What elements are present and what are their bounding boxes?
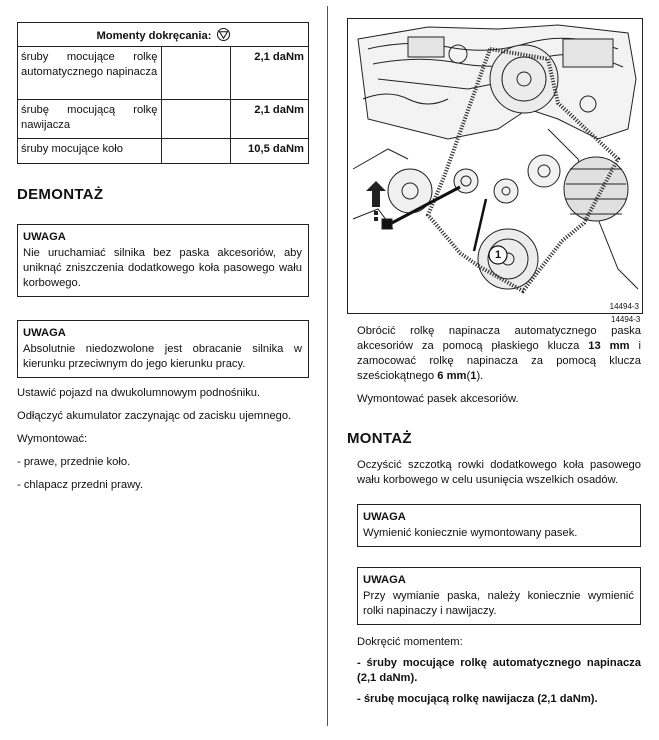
column-divider: [327, 6, 328, 726]
warning-text: Nie uruchamiać silnika bez paska akcesoriów, aby uniknąć zniszczenia dodatkowego koła pasowego wału korbowego.: [23, 247, 302, 289]
warning-box: [357, 504, 641, 547]
instruction-text: Ustawić pojazd na dwukolumnowym podnośniku.: [17, 387, 261, 399]
torque-value: 2,1 daNm: [230, 100, 308, 139]
demontaz-heading: DEMONTAŻ: [17, 186, 104, 203]
warning-box: [17, 224, 309, 297]
instruction-text: Wymontować:: [17, 433, 88, 445]
figure-code-below: 14494-3: [611, 315, 641, 324]
list-item: - śrubę mocującą rolkę nawijacza (2,1 daNm).: [357, 693, 598, 705]
warning-text: Przy wymianie paska, należy koniecznie wymienić rolki napinaczy i nawijaczy.: [363, 590, 634, 617]
warning-box: [357, 567, 641, 625]
engine-belt-figure: [347, 18, 643, 314]
torque-table-header: Momenty dokręcania:: [18, 23, 309, 47]
montaz-heading: MONTAŻ: [347, 430, 412, 447]
table-row: [18, 100, 309, 139]
instruction-text: Obrócić rolkę napinacza automatycznego paska akcesoriów za pomocą płaskiego klucza 13 mm i zamocować rolkę napinacza za pomocą klucza sześciokątnego 6 mm(1).: [357, 325, 642, 382]
warning-title: UWAGA: [363, 574, 406, 586]
torque-value: 2,1 daNm: [230, 47, 308, 100]
torque-desc: śrubę mocującą rolkę nawijacza: [18, 100, 162, 139]
warning-box: [17, 320, 309, 378]
instruction-text: Odłączyć akumulator zaczynając od zacisku ujemnego.: [17, 410, 292, 422]
warning-text: Wymienić koniecznie wymontowany pasek.: [363, 527, 578, 539]
instruction-text: Dokręcić momentem:: [357, 636, 463, 648]
list-item: - prawe, przednie koło.: [17, 456, 131, 468]
table-row: [18, 47, 309, 100]
warning-text: Absolutnie niedozwolone jest obracanie silnika w kierunku przeciwnym do jego kierunku pracy.: [23, 343, 302, 370]
torque-desc: śruby mocujące rolkę automatycznego napinacza: [18, 47, 162, 100]
torque-desc: śruby mocujące koło: [18, 139, 162, 164]
left-column: [17, 22, 309, 493]
list-item: - chlapacz przedni prawy.: [17, 479, 144, 491]
instruction-text: Wymontować pasek akcesoriów.: [357, 393, 519, 405]
warning-title: UWAGA: [363, 511, 406, 523]
warning-title: UWAGA: [23, 231, 66, 243]
table-row: [18, 139, 309, 164]
torque-triangle-icon: [217, 28, 230, 41]
instruction-text: Oczyścić szczotką rowki dodatkowego koła pasowego wału korbowego w celu usunięcia wszelkich osadów.: [357, 459, 641, 486]
torque-table: [17, 22, 309, 164]
figure-callout: 1: [494, 249, 502, 261]
list-item: - śruby mocujące rolkę automatycznego napinacza (2,1 daNm).: [357, 657, 641, 684]
warning-title: UWAGA: [23, 327, 66, 339]
torque-value: 10,5 daNm: [230, 139, 308, 164]
engine-belt-illustration: [348, 19, 642, 313]
figure-code: 14494-3: [609, 302, 639, 311]
